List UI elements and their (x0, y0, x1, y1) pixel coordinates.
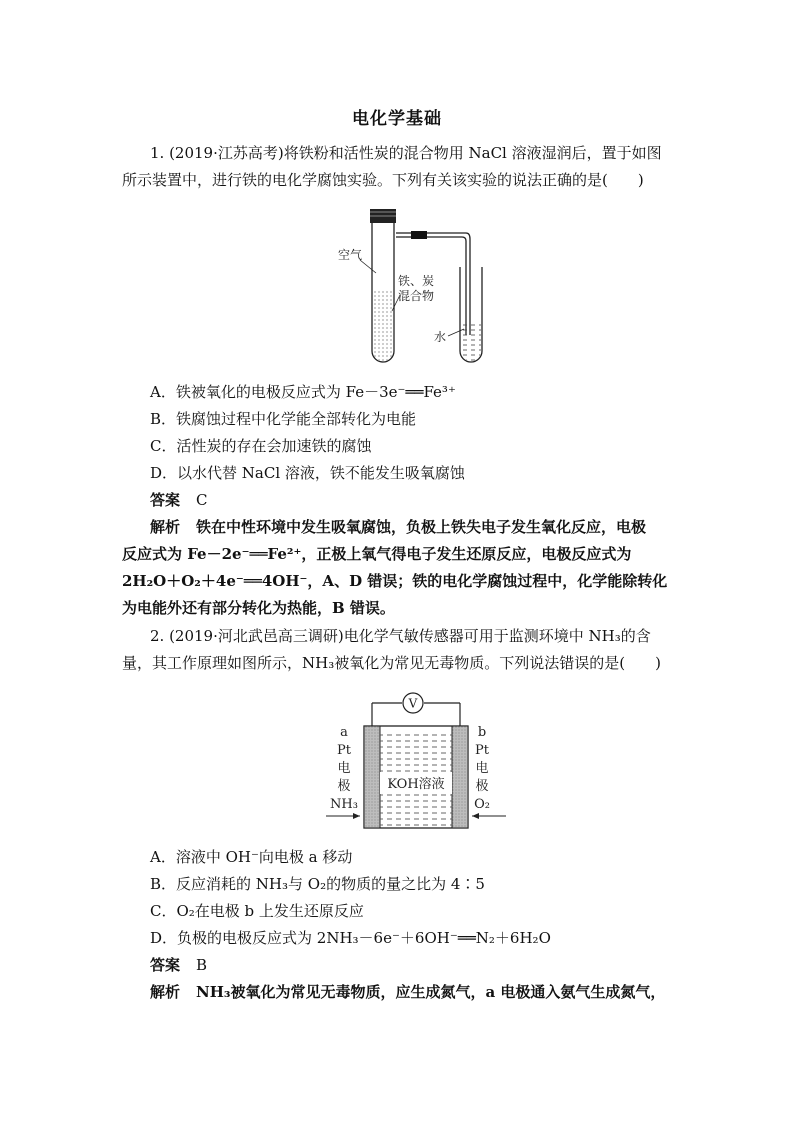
svg-text:Pt: Pt (337, 743, 351, 758)
arrow-in-right (472, 813, 479, 819)
q1-option-b: B．铁腐蚀过程中化学能全部转化为电能 (150, 410, 417, 428)
svg-text:极: 极 (337, 779, 351, 794)
label-air: 空气 (338, 248, 363, 262)
arrow-in-left (353, 813, 360, 819)
q1-analysis-line-4: 为电能外还有部分转化为热能，B 错误。 (122, 599, 395, 617)
q2-stem-line-1: 2. (2019·河北武邑高三调研)电化学气敏传感器可用于监测环境中 NH₃的含 (150, 627, 651, 645)
q2-answer-row (150, 952, 710, 978)
q1-analysis-line-2: 反应式为 Fe－2e⁻══Fe²⁺，正极上氧气得电子发生还原反应，电极反应式为 (122, 545, 632, 563)
q1-analysis-line-3: 2H₂O＋O₂＋4e⁻══4OH⁻，A、D 错误；铁的电化学腐蚀过程中，化学能除转化 (122, 572, 668, 590)
label-o2: O₂ (474, 797, 490, 812)
q1-answer-value: C (196, 491, 208, 509)
svg-text:电: 电 (337, 761, 351, 776)
q1-option-d: D．以水代替 NaCl 溶液，铁不能发生吸氧腐蚀 (150, 464, 465, 482)
q2-option-d: D．负极的电极反应式为 2NH₃－6e⁻＋6OH⁻══N₂＋6H₂O (150, 929, 551, 947)
label-water: 水 (434, 330, 447, 344)
corrosion-apparatus-diagram (326, 203, 496, 369)
q2-option-a: A．溶液中 OH⁻向电极 a 移动 (150, 848, 353, 866)
q2-analysis-label: 解析 (150, 983, 181, 1001)
q1-analysis-label: 解析 (150, 518, 181, 536)
q1-stem-line-2: 所示装置中，进行铁的电化学腐蚀实验。下列有关该实验的说法正确的是( ) (122, 171, 644, 189)
q2-answer-value: B (196, 956, 208, 974)
tube-clamp (411, 231, 427, 239)
q2-figure-gas-sensor (314, 684, 510, 836)
voltmeter-label: V (408, 696, 418, 711)
q1-answer-row (150, 487, 710, 513)
q2-stem-line-2: 量，其工作原理如图所示，NH₃被氧化为常见无毒物质。下列说法错误的是( ) (122, 654, 661, 672)
electrode-a (364, 726, 380, 828)
q1-answer-label: 答案 (150, 491, 181, 509)
page-title: 电化学基础 (352, 109, 442, 129)
q2-analysis-line-1: 解析 NH₃被氧化为常见无毒物质，应生成氮气，a 电极通入氨气生成氮气， (150, 979, 710, 1005)
gas-sensor-diagram (314, 684, 510, 836)
svg-text:极: 极 (475, 779, 489, 794)
label-iron-carbon-1: 铁、炭 (398, 274, 435, 288)
q2-answer-label: 答案 (150, 956, 181, 974)
q1-stem-line-1: 1. (2019·江苏高考)将铁粉和活性炭的混合物用 NaCl 溶液湿润后，置于如图 (150, 144, 662, 162)
svg-text:电: 电 (475, 761, 489, 776)
svg-text:a: a (340, 725, 348, 740)
water (461, 321, 481, 361)
label-nh3: NH₃ (330, 797, 358, 812)
electrode-b (452, 726, 468, 828)
label-iron-carbon-2: 混合物 (398, 289, 435, 303)
iron-carbon-mixture (373, 291, 393, 361)
svg-text:b: b (477, 725, 487, 740)
svg-text:Pt: Pt (475, 743, 489, 758)
koh-solution-label: KOH溶液 (387, 777, 445, 792)
q2-option-c: C．O₂在电极 b 上发生还原反应 (150, 902, 364, 920)
q1-option-c: C．活性炭的存在会加速铁的腐蚀 (150, 437, 372, 455)
q2-option-b: B．反应消耗的 NH₃与 O₂的物质的量之比为 4∶5 (150, 875, 485, 893)
q1-figure-corrosion-apparatus (326, 203, 496, 369)
q1-option-a: A．铁被氧化的电极反应式为 Fe－3e⁻══Fe³⁺ (150, 383, 456, 401)
q1-analysis-line-1: 解析 铁在中性环境中发生吸氧腐蚀，负极上铁失电子发生氧化反应，电极 (150, 514, 710, 540)
